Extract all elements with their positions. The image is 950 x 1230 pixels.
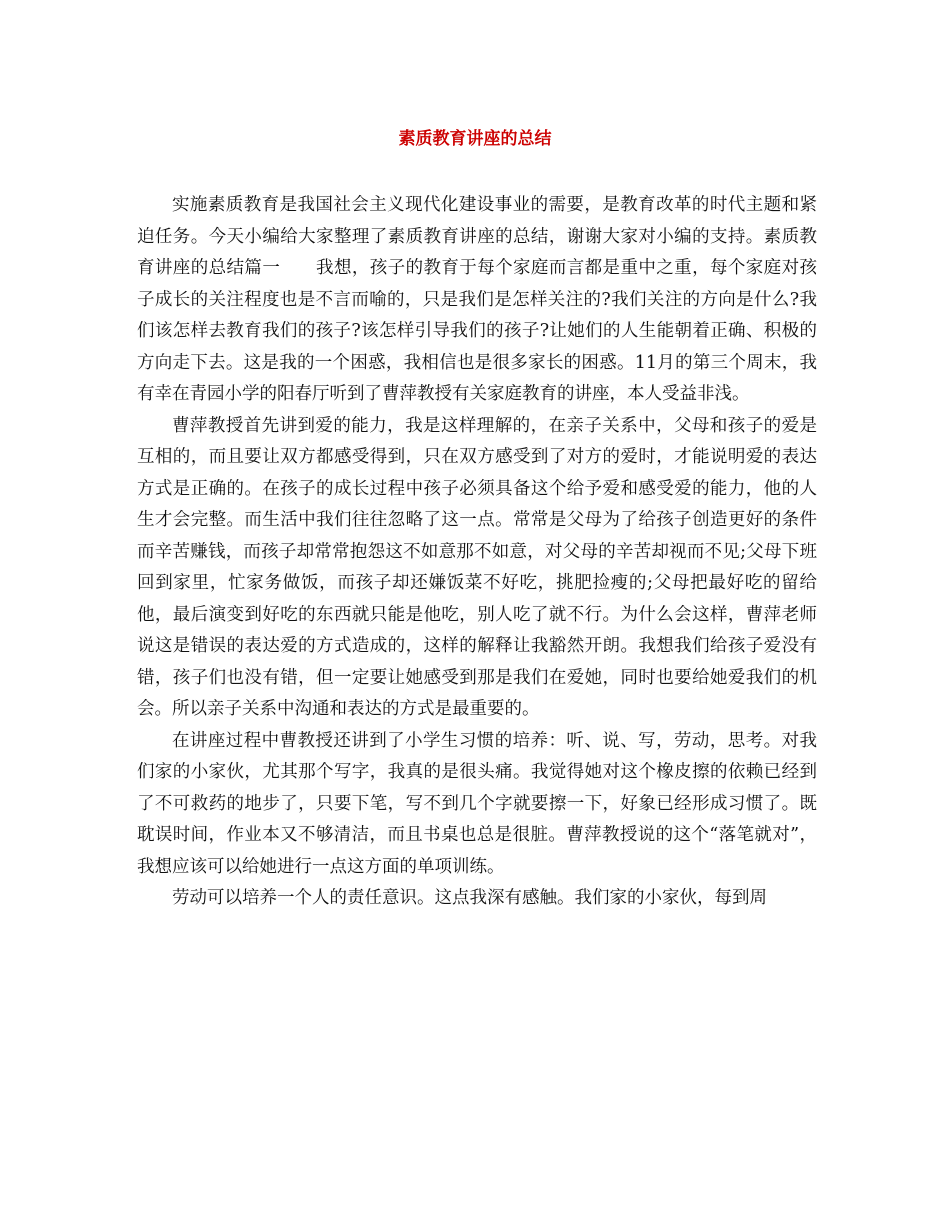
paragraph-1: 实施素质教育是我国社会主义现代化建设事业的需要，是教育改革的时代主题和紧迫任务。今天小编给大家整理了素质教育讲座的总结，谢谢大家对小编的支持。素质教育讲座的总结篇一 我想，孩子的教育于每个家庭而言都是重中之重，每个家庭对孩子成长的关注程度也是不言而喻的，只是我们是怎样关注的?我们关注的方向是什么?我们该怎样去教育我们的孩子?该怎样引导我们的孩子?让她们的人生能朝着正确、积极的方向走下去。这是我的一个困惑，我相信也是很多家长的困惑。11月的第三个周末，我有幸在青园小学的阳春厅听到了曹萍教授有关家庭教育的讲座，本人受益非浅。 xyxy=(137,195,817,404)
document-title: 素质教育讲座的总结 xyxy=(398,129,552,149)
paragraph-2: 曹萍教授首先讲到爱的能力，我是这样理解的，在亲子关系中，父母和孩子的爱是互相的，而且要让双方都感受得到，只在双方感受到了对方的爱时，才能说明爱的表达方式是正确的。在孩子的成长过程中孩子必须具备这个给予爱和感受爱的能力，他的人生才会完整。而生活中我们往往忽略了这一点。常常是父母为了给孩子创造更好的条件而辛苦赚钱，而孩子却常常抱怨这不如意那不如意，对父母的辛苦却视而不见;父母下班回到家里，忙家务做饭，而孩子却还嫌饭菜不好吃，挑肥捡瘦的;父母把最好吃的留给他，最后演变到好吃的东西就只能是他吃，别人吃了就不行。为什么会这样，曹萍老师说这是错误的表达爱的方式造成的，这样的解释让我豁然开朗。我想我们给孩子爱没有错，孩子们也没有错，但一定要让她感受到那是我们在爱她，同时也要给她爱我们的机会。所以亲子关系中沟通和表达的方式是最重要的。 xyxy=(137,415,817,719)
paragraph-3: 在讲座过程中曹教授还讲到了小学生习惯的培养：听、说、写，劳动，思考。对我们家的小家伙，尤其那个写字，我真的是很头痛。我觉得她对这个橡皮擦的依赖已经到了不可救药的地步了，只要下笔，写不到几个字就要擦一下，好象已经形成习惯了。既耽误时间，作业本又不够清洁，而且书桌也总是很脏。曹萍教授说的这个“落笔就对”，我想应该可以给她进行一点这方面的单项训练。 xyxy=(137,730,817,877)
paragraph-4: 劳动可以培养一个人的责任意识。这点我深有感触。我们家的小家伙，每到周 xyxy=(172,888,767,908)
document-body xyxy=(137,190,817,915)
